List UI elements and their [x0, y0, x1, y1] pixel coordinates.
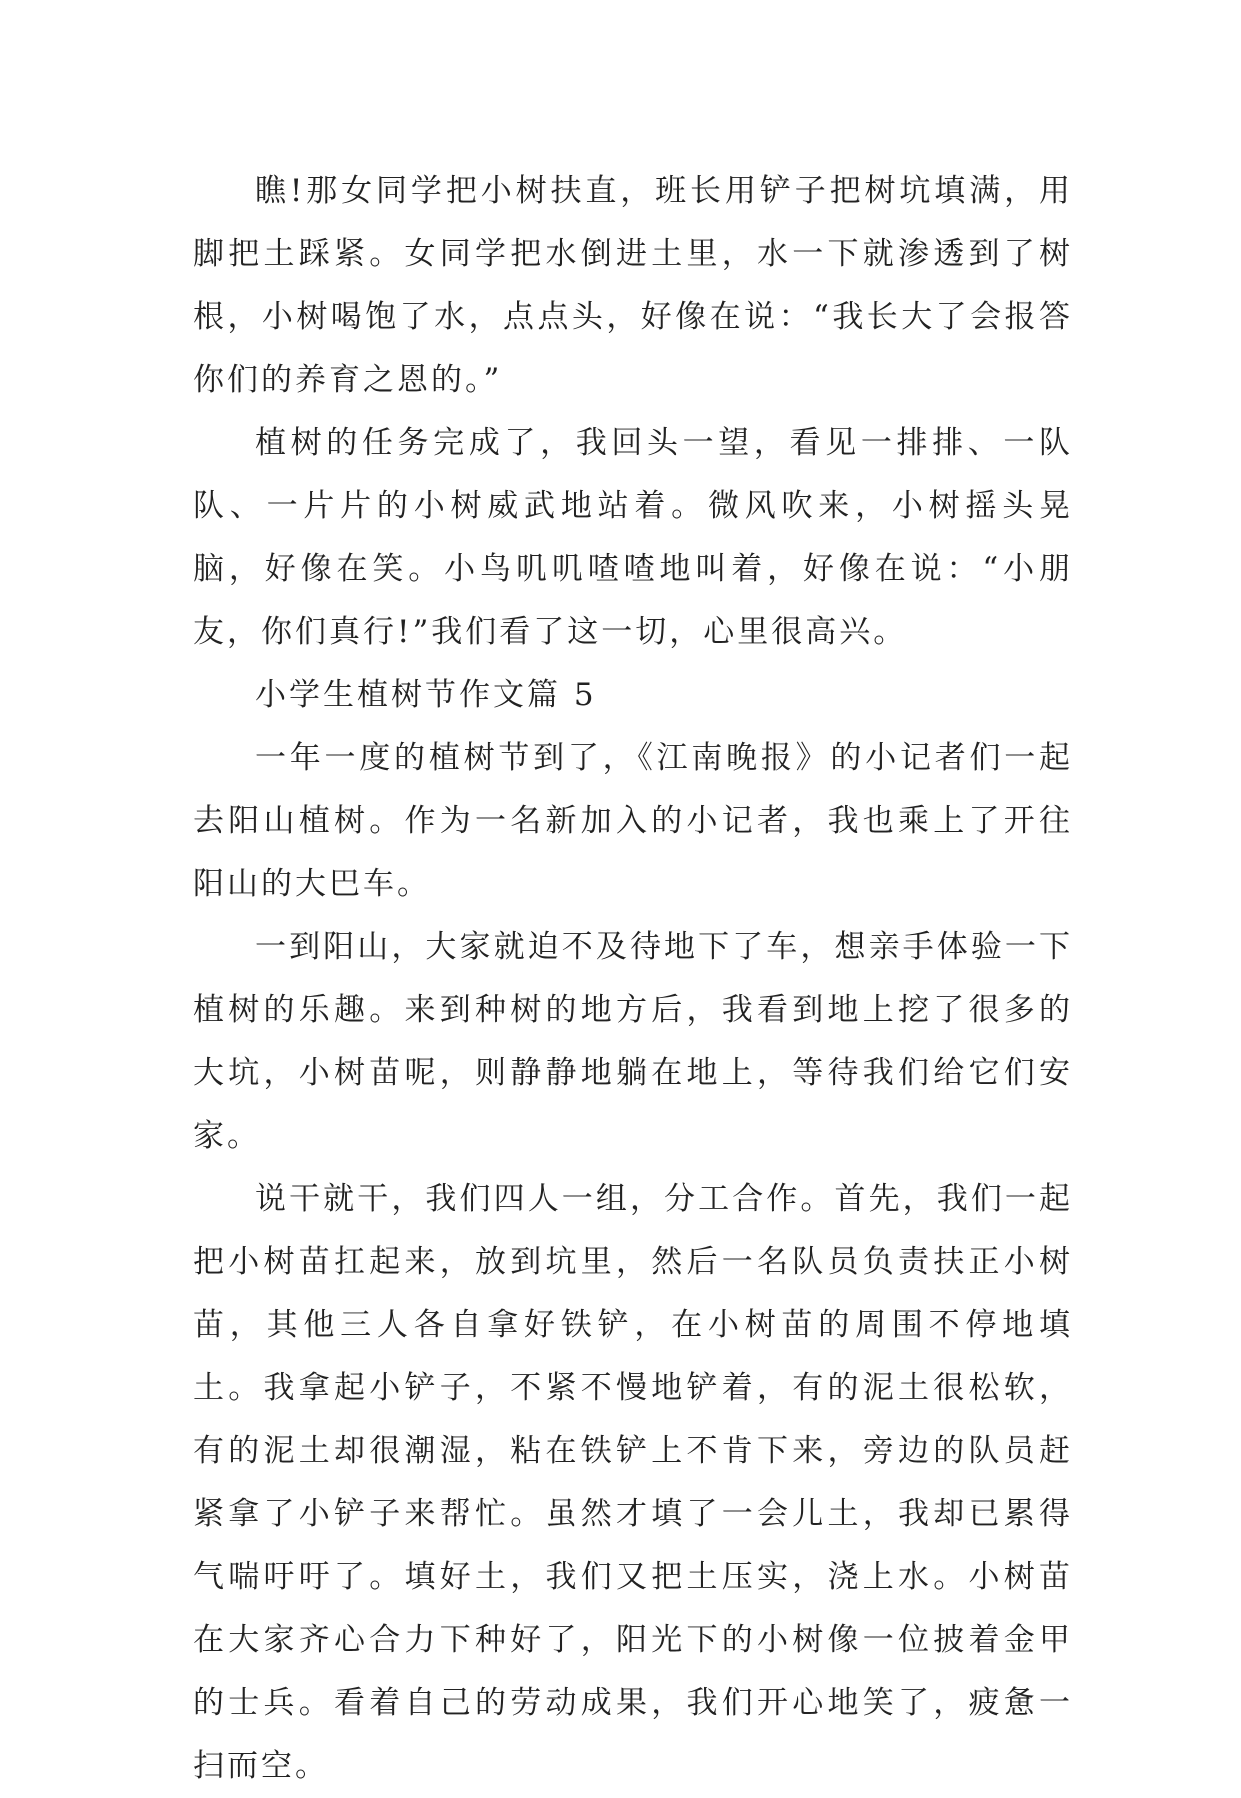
paragraph: 一到阳山，大家就迫不及待地下了车，想亲手体验一下植树的乐趣。来到种树的地方后，我看到地上挖了很多的大坑，小树苗呢，则静静地躺在地上，等待我们给它们安家。 [193, 929, 1073, 1154]
paragraph: 一年一度的植树节到了，《江南晚报》的小记者们一起去阳山植树。作为一名新加入的小记者，我也乘上了开往阳山的大巴车。 [193, 740, 1073, 902]
document-body [193, 160, 1073, 1798]
paragraph: 植树的任务完成了，我回头一望，看见一排排、一队队、一片片的小树威武地站着。微风吹来，小树摇头晃脑，好像在笑。小鸟叽叽喳喳地叫着，好像在说：“小朋友，你们真行!”我们看了这一切，心里很高兴。 [193, 425, 1073, 650]
section-title: 小学生植树节作文篇 5 [255, 677, 597, 713]
paragraph: 说干就干，我们四人一组，分工合作。首先，我们一起把小树苗扛起来，放到坑里，然后一名队员负责扶正小树苗，其他三人各自拿好铁铲，在小树苗的周围不停地填土。我拿起小铲子，不紧不慢地铲着，有的泥土很松软，有的泥土却很潮湿，粘在铁铲上不肯下来，旁边的队员赶紧拿了小铲子来帮忙。虽然才填了一会儿土，我却已累得气喘吁吁了。填好土，我们又把土压实，浇上水。小树苗在大家齐心合力下种好了，阳光下的小树像一位披着金甲的士兵。看着自己的劳动成果，我们开心地笑了，疲惫一扫而空。 [193, 1181, 1073, 1784]
paragraph: 瞧!那女同学把小树扶直，班长用铲子把树坑填满，用脚把土踩紧。女同学把水倒进土里，水一下就渗透到了树根，小树喝饱了水，点点头，好像在说：“我长大了会报答你们的养育之恩的。” [193, 173, 1073, 398]
